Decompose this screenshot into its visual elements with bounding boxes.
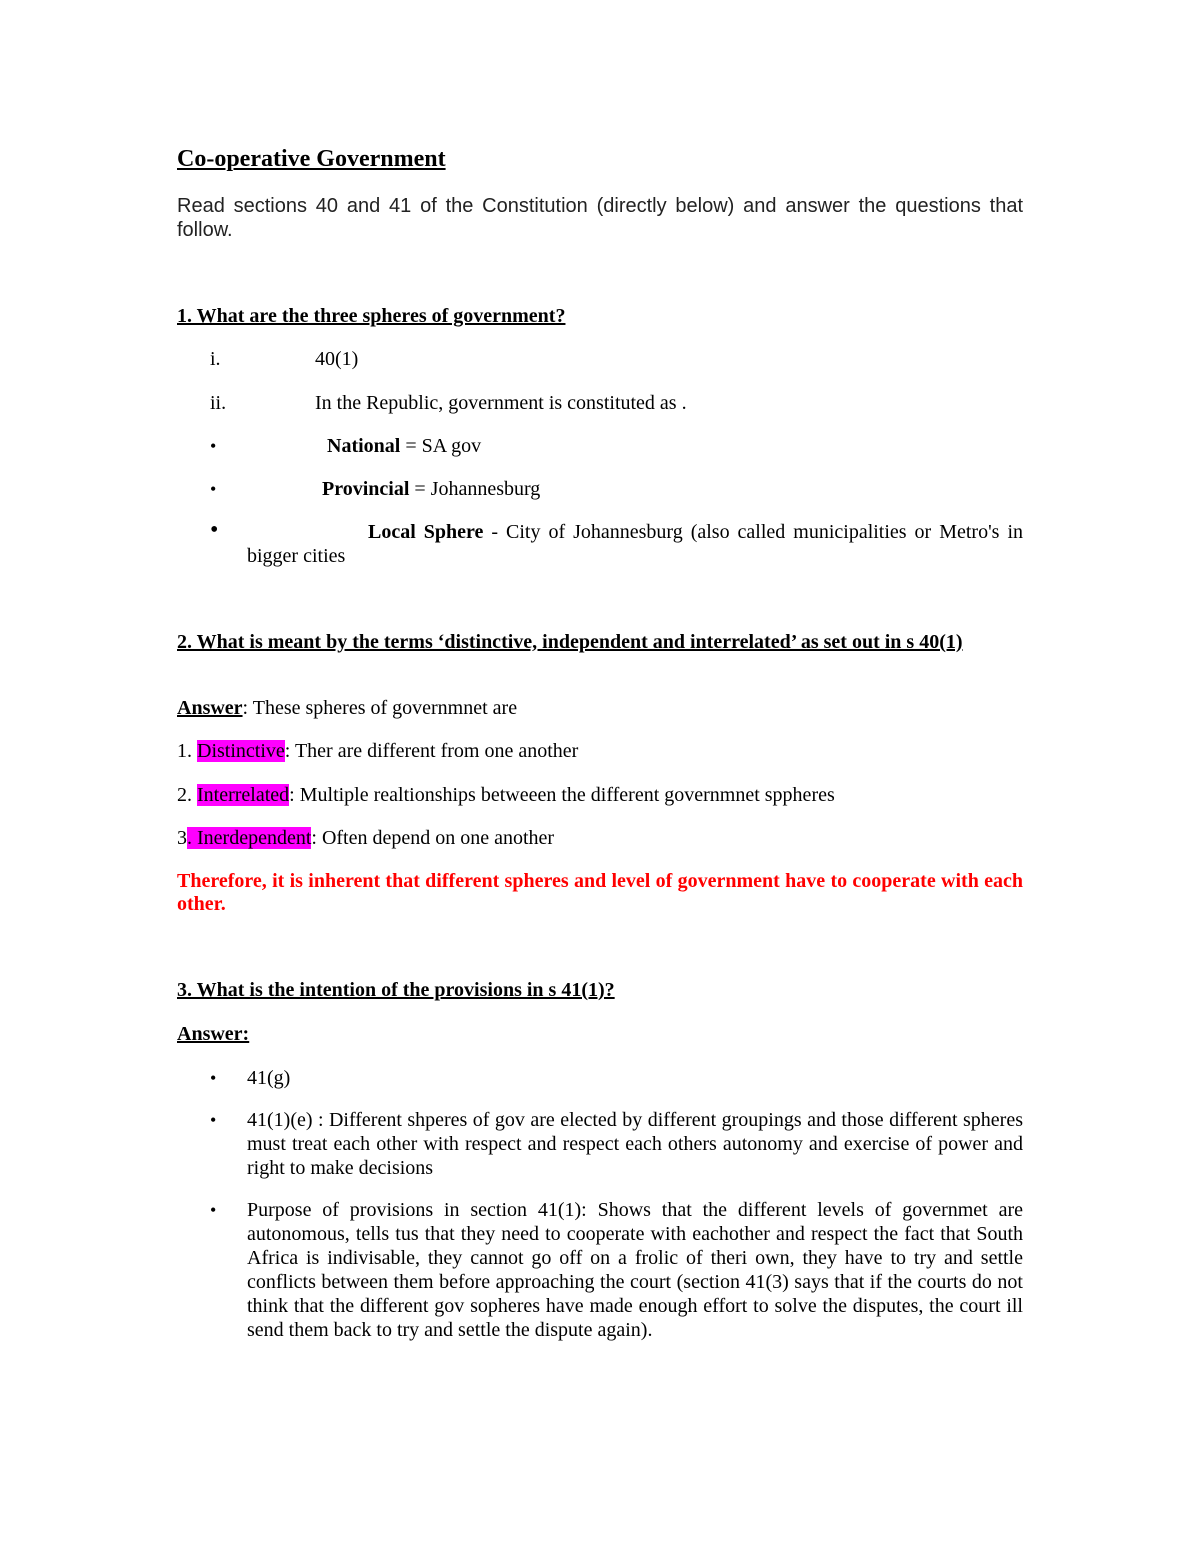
answer-text: : These spheres of governmnet are: [242, 697, 518, 719]
term-item-3: [177, 826, 1023, 850]
conclusion-text: Therefore, it is inherent that different spheres and level of government have to cooperate with each other.: [177, 870, 1023, 915]
bullet-icon: •: [210, 517, 219, 543]
sphere-desc: - City of Johannesburg (also called municipalities or Metro's in bigger cities: [247, 521, 1023, 567]
term-highlight: . Inerdependent: [187, 827, 312, 849]
bullet-icon: •: [210, 479, 217, 499]
question-3-heading: 3. What is the intention of the provisions in s 41(1)?: [177, 979, 615, 1001]
bullet-text: Purpose of provisions in section 41(1): Shows that the different levels of governmet are autonomous, tells tus that they need to cooperate with eachother and respect the fact that South Africa is indivisable, they cannot go off on a frolic of theri own, they have to try and settle conflicts between them before approaching the court (section 41(3) says that if the courts do not think that the different gov sopheres have made enough effort to solve the disputes, the court ill send them back to try and settle the dispute again).: [247, 1199, 1023, 1341]
bullet-icon: •: [210, 1068, 217, 1088]
bullet-text: 41(g): [247, 1067, 291, 1089]
question-3-answer: [177, 1022, 1023, 1046]
sphere-label: National: [327, 435, 401, 457]
bullet-icon: •: [210, 1200, 217, 1220]
bullet-icon: •: [210, 436, 217, 456]
term-highlight: Distinctive: [197, 740, 285, 762]
sphere-desc: = SA gov: [400, 435, 482, 457]
answer-label: Answer:: [177, 1023, 250, 1045]
bullet-text: 41(1)(e) : Different shperes of gov are elected by different groupings and those different spheres must treat each other with respect and respect each others autonomy and exercise of power and right to make decisions: [247, 1109, 1023, 1179]
answer-label: Answer: [177, 697, 243, 719]
document-title: Co-operative Government: [177, 146, 446, 172]
question-2-answer: [177, 696, 1023, 720]
term-number: 1.: [177, 740, 197, 762]
roman-marker: i.: [210, 348, 221, 370]
roman-text: In the Republic, government is constituted as .: [315, 392, 687, 414]
term-item-2: [177, 783, 1023, 807]
roman-text: 40(1): [315, 348, 359, 370]
term-description: : Ther are different from one another: [284, 740, 579, 762]
term-highlight: Interrelated: [197, 784, 290, 806]
roman-marker: ii.: [210, 392, 227, 414]
term-number: 3: [177, 827, 187, 849]
sphere-desc: = Johannesburg: [409, 478, 541, 500]
sphere-label: Provincial: [322, 478, 410, 500]
intro-paragraph: Read sections 40 and 41 of the Constitution (directly below) and answer the questions that follow.: [177, 195, 1023, 241]
term-description: : Often depend on one another: [311, 827, 555, 849]
term-item-1: [177, 739, 1023, 763]
bullet-icon: •: [210, 1110, 217, 1130]
question-2-heading: 2. What is meant by the terms ‘distinctive, independent and interrelated’ as set out in s 40(1): [177, 631, 963, 653]
question-1-heading: 1. What are the three spheres of government?: [177, 305, 566, 327]
sphere-label: Local Sphere: [368, 521, 484, 543]
term-description: : Multiple realtionships betweeen the different governmnet sppheres: [289, 784, 835, 806]
term-number: 2.: [177, 784, 197, 806]
